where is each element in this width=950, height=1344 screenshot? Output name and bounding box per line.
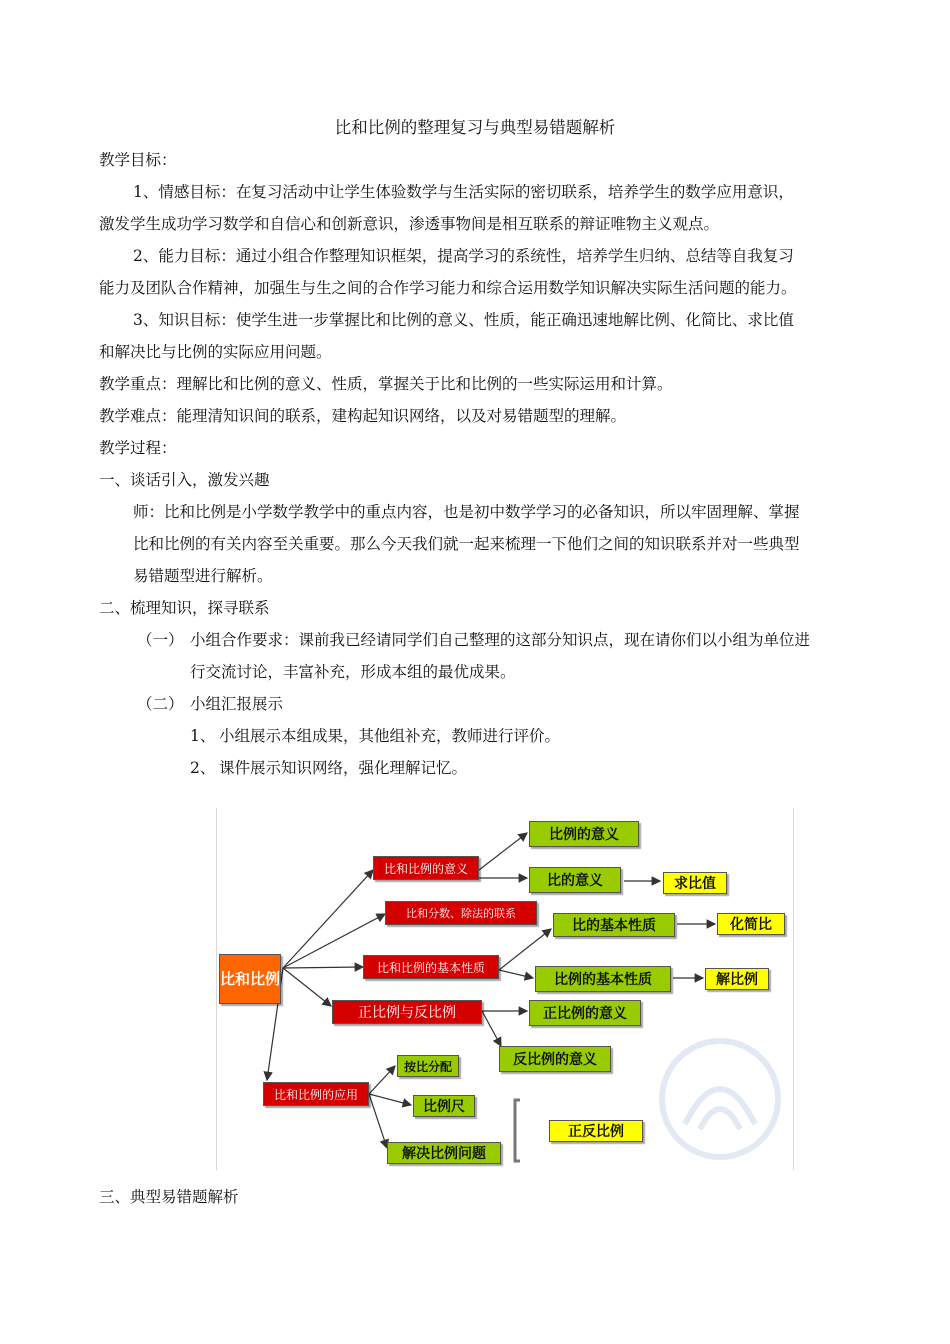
node-ratio-property: 比的基本性质 <box>553 913 675 937</box>
node-direct-inverse: 正比例与反比例 <box>332 1000 482 1024</box>
goal-knowledge-line1: 3、知识目标：使学生进一步掌握比和比例的意义、性质，能正确迅速地解比例、化简比、求比值 <box>133 311 794 329</box>
goal-knowledge-line2: 和解决比与比例的实际应用问题。 <box>99 343 332 361</box>
section-3-heading: 三、典型易错题解析 <box>99 1188 239 1206</box>
node-scale: 比例尺 <box>413 1095 475 1117</box>
root-node: 比和比例 <box>219 954 281 1004</box>
node-direct-meaning: 正比例的意义 <box>529 1000 641 1026</box>
node-ratio-meaning: 比的意义 <box>529 867 621 893</box>
item-1-number: 1、 <box>190 727 216 745</box>
section-2-heading: 二、梳理知识，探寻联系 <box>99 599 270 617</box>
section-1-para-line3: 易错题型进行解析。 <box>133 567 273 585</box>
knowledge-network-diagram <box>216 808 794 1170</box>
goal-heading: 教学目标： <box>99 151 177 169</box>
subsection-1-line1: 小组合作要求：课前我已经请同学们自己整理的这部分知识点，现在请你们以小组为单位进 <box>190 631 811 649</box>
goal-emotion-line1: 1、情感目标：在复习活动中让学生体验数学与生活实际的密切联系，培养学生的数学应用意识， <box>133 183 794 201</box>
node-fraction-division: 比和分数、除法的联系 <box>385 901 537 925</box>
process-heading: 教学过程： <box>99 439 177 457</box>
subsection-1-line2: 行交流讨论，丰富补充，形成本组的最优成果。 <box>190 663 516 681</box>
node-simplify-ratio: 化简比 <box>717 913 785 935</box>
subsection-1-number: （一） <box>137 631 184 649</box>
node-distribute-by-ratio: 按比分配 <box>397 1055 459 1077</box>
node-direct-inverse-summary: 正反比例 <box>549 1120 643 1142</box>
item-2-number: 2、 <box>190 759 216 777</box>
node-proportion-meaning: 比例的意义 <box>529 821 639 847</box>
node-meaning: 比和比例的意义 <box>373 856 479 880</box>
section-1-para-line2: 比和比例的有关内容至关重要。那么今天我们就一起来梳理一下他们之间的知识联系并对一些典型 <box>133 535 800 553</box>
subsection-2-heading: 小组汇报展示 <box>190 695 284 713</box>
item-2-text: 课件展示知识网络，强化理解记忆。 <box>219 759 468 777</box>
node-solve-problems: 解决比例问题 <box>387 1142 501 1164</box>
node-application: 比和比例的应用 <box>263 1082 369 1106</box>
goal-ability-line2: 能力及团队合作精神，加强生与生之间的合作学习能力和综合运用数学知识解决实际生活问题的能力。 <box>99 279 797 297</box>
page-title: 比和比例的整理复习与典型易错题解析 <box>334 118 616 137</box>
subsection-2-number: （二） <box>137 695 184 713</box>
section-1-heading: 一、谈话引入，激发兴趣 <box>99 471 270 489</box>
watermark-logo <box>655 1034 785 1164</box>
node-ratio-value: 求比值 <box>663 872 727 894</box>
goal-emotion-line2: 激发学生成功学习数学和自信心和创新意识，渗透事物间是相互联系的辩证唯物主义观点。 <box>99 215 720 233</box>
node-inverse-meaning: 反比例的意义 <box>499 1046 611 1072</box>
difficult-point: 教学难点：能理清知识间的联系，建构起知识网络，以及对易错题型的理解。 <box>99 407 627 425</box>
goal-ability-line1: 2、能力目标：通过小组合作整理知识框架，提高学习的系统性，培养学生归纳、总结等自我复习 <box>133 247 794 265</box>
item-1-text: 小组展示本组成果，其他组补充，教师进行评价。 <box>219 727 561 745</box>
section-1-para-line1: 师：比和比例是小学数学教学中的重点内容，也是初中数学学习的必备知识，所以牢固理解、掌握 <box>133 503 800 521</box>
node-solve-proportion: 解比例 <box>705 968 769 990</box>
key-point: 教学重点：理解比和比例的意义、性质，掌握关于比和比例的一些实际运用和计算。 <box>99 375 673 393</box>
node-proportion-property: 比例的基本性质 <box>535 966 671 992</box>
node-basic-property: 比和比例的基本性质 <box>363 955 499 979</box>
